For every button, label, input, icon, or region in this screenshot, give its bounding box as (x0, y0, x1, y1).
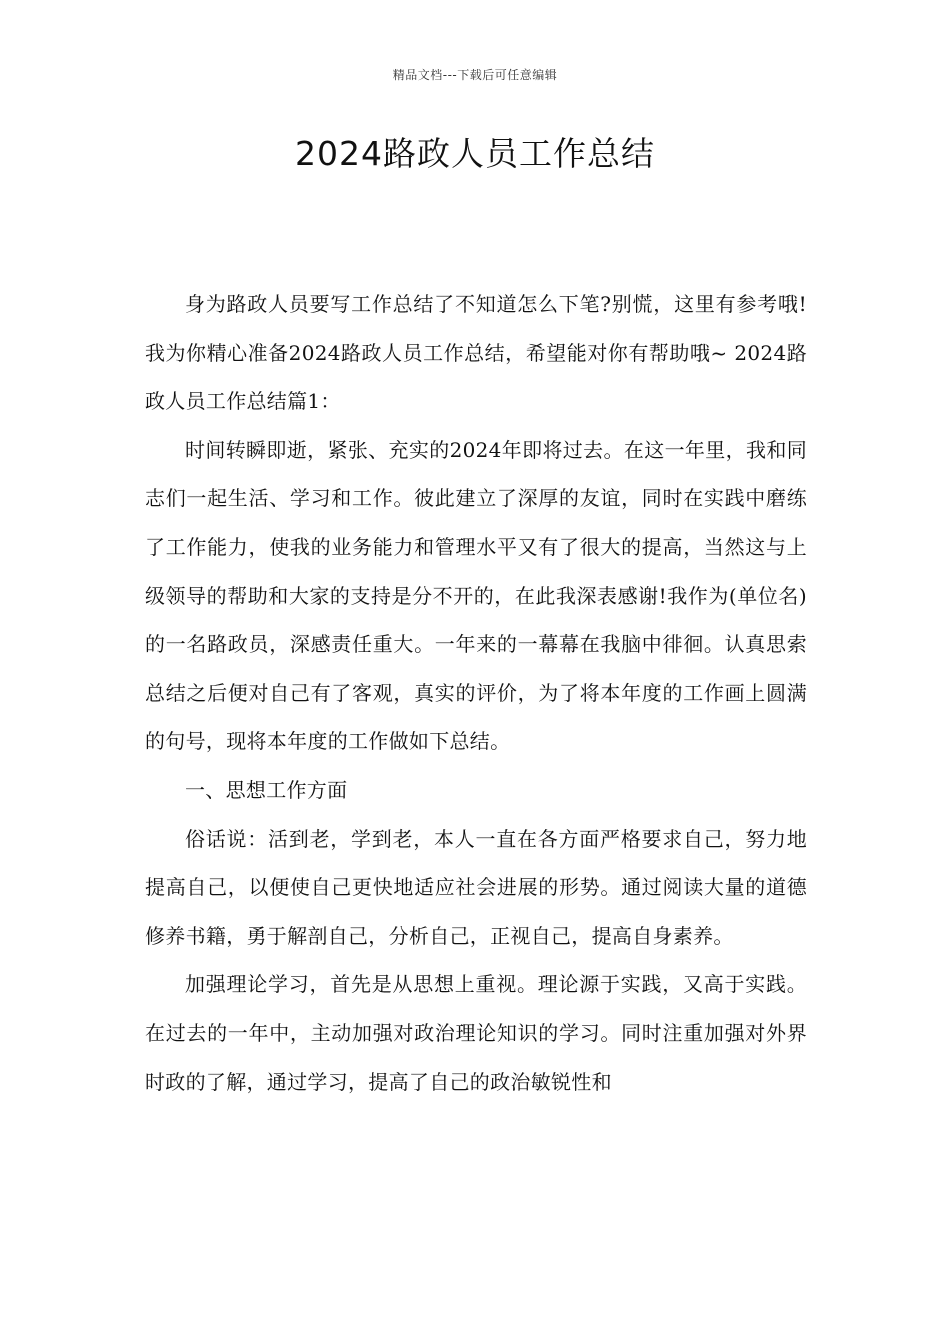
paragraph-2: 俗话说：活到老，学到老，本人一直在各方面严格要求自己，努力地提高自己，以便使自己更快地适应社会进展的形势。通过阅读大量的道德修养书籍，勇于解剖自己，分析自己，正视自己，提高自身素养。 (145, 826, 807, 948)
paragraph-intro: 身为路政人员要写工作总结了不知道怎么下笔?别慌，这里有参考哦!我为你精心准备2024路政人员工作总结，希望能对你有帮助哦~ 2024路政人员工作总结篇1： (145, 292, 807, 414)
section-heading-1: 一、思想工作方面 (185, 777, 348, 802)
paragraph-1: 时间转瞬即逝，紧张、充实的2024年即将过去。在这一年里，我和同志们一起生活、学习和工作。彼此建立了深厚的友谊，同时在实践中磨练了工作能力，使我的业务能力和管理水平又有了很大的提高，当然这与上级领导的帮助和大家的支持是分不开的，在此我深表感谢!我作为(单位名)的一名路政员，深感责任重大。一年来的一幕幕在我脑中徘徊。认真思索总结之后便对自己有了客观，真实的评价，为了将本年度的工作画上圆满的句号，现将本年度的工作做如下总结。 (145, 437, 807, 754)
paragraph-3: 加强理论学习，首先是从思想上重视。理论源于实践，又高于实践。在过去的一年中，主动加强对政治理论知识的学习。同时注重加强对外界时政的了解，通过学习，提高了自己的政治敏锐性和 (145, 972, 807, 1094)
header-note: 精品文档---下载后可任意编辑 (392, 68, 558, 82)
document-title: 2024路政人员工作总结 (295, 134, 655, 173)
document-body (145, 280, 807, 1106)
